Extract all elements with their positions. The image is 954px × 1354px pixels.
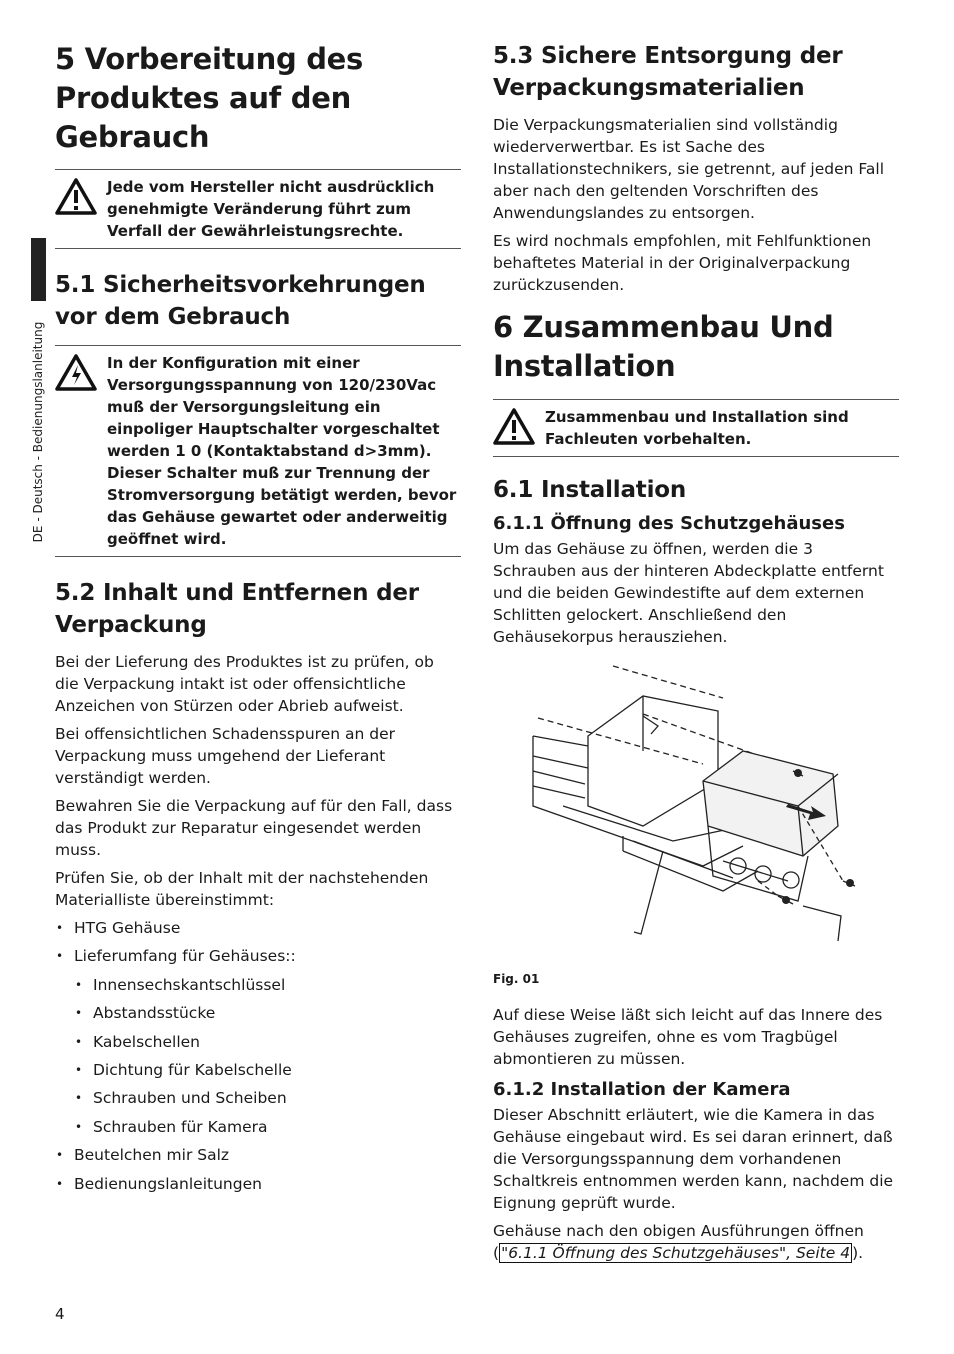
heading-5-1: 5.1 Sicherheitsvorkehrungen vor dem Gebrauch [55, 272, 426, 330]
list-item-sub: • Schrauben für Kamera [55, 1116, 461, 1138]
list-item: • Bedienungslanleitungen [55, 1173, 461, 1195]
heading-6-1-1: 6.1.1 Öffnung des Schutzgehäuses [493, 513, 845, 534]
paragraph-delivery-check: Bei der Lieferung des Produktes ist zu prüfen, ob die Verpackung intakt ist oder offensichtliche Anzeichen von Stürzen oder Abrieb aufweist. [55, 653, 434, 715]
figure-housing-opening [493, 656, 899, 966]
warning-text-electrical: In der Konfiguration mit einer Versorgungsspannung von 120/230Vac muß der Versorgungsleitung ein einpoliger Hauptschalter vorgeschaltet werden 1 0 (Kontaktabstand d>3mm). Dieser Schalter muß zur Trennung der Stromversorgung betätigt werden, bevor das Gehäuse gewartet oder anderweitig geöffnet wird. [107, 354, 457, 548]
contents-list [55, 917, 461, 1195]
heading-6-1-2: 6.1.2 Installation der Kamera [493, 1079, 791, 1100]
reference-suffix: ). [852, 1244, 864, 1262]
warning-text-installation: Zusammenbau und Installation sind Fachleuten vorbehalten. [545, 408, 849, 448]
heading-5-2: 5.2 Inhalt und Entfernen der Verpackung [55, 580, 419, 638]
list-item: • Lieferumfang für Gehäuses:: [55, 945, 461, 967]
warning-box-installation [493, 399, 899, 457]
warning-box-warranty [55, 169, 461, 249]
heading-chapter-6: 6 Zusammenbau Und Installation [493, 310, 834, 383]
paragraph-check-contents: Prüfen Sie, ob der Inhalt mit der nachstehenden Materialliste übereinstimmt: [55, 869, 429, 909]
heading-chapter-5: 5 Vorbereitung des Produktes auf den Gebrauch [55, 42, 363, 154]
list-item-sub: • Dichtung für Kabelschelle [55, 1059, 461, 1081]
paragraph-access-interior: Auf diese Weise läßt sich leicht auf das Innere des Gehäuses zugreifen, ohne es vom Tragbügel abmontieren zu müssen. [493, 1006, 883, 1068]
heading-6-1: 6.1 Installation [493, 477, 687, 503]
list-item-sub: • Schrauben und Scheiben [55, 1087, 461, 1109]
warning-triangle-icon [55, 176, 107, 242]
warning-triangle-icon [493, 406, 545, 450]
cross-reference-link[interactable]: "6.1.1 Öffnung des Schutzgehäuses", Seite 4 [501, 1244, 851, 1262]
sidebar-language-label: DE - Deutsch - Bedienungslanleitung [31, 321, 45, 543]
warning-box-electrical [55, 345, 461, 557]
heading-5-3: 5.3 Sichere Entsorgung der Verpackungsmaterialien [493, 43, 843, 101]
list-item: • HTG Gehäuse [55, 917, 461, 939]
paragraph-damage-notice: Bei offensichtlichen Schadensspuren an der Verpackung muss umgehend der Lieferant verständigt werden. [55, 725, 395, 787]
right-column [493, 40, 899, 1264]
list-item-sub: • Kabelschellen [55, 1031, 461, 1053]
paragraph-open-housing: Um das Gehäuse zu öffnen, werden die 3 Schrauben aus der hinteren Abdeckplatte entfernt und die beiden Gewindestifte auf dem externen Schlitten gelockert. Anschließend den Gehäusekorpus herausziehen. [493, 540, 884, 646]
housing-illustration [493, 656, 899, 966]
paragraph-camera-install: Dieser Abschnitt erläutert, wie die Kamera in das Gehäuse eingebaut wird. Es sei daran erinnert, daß die Versorgungsspannung dem vorhandenen Schaltkreis entnommen werden kann, nachdem die Eignung geprüft wurde. [493, 1106, 894, 1212]
left-column [55, 40, 461, 1201]
sidebar-tab-marker [31, 238, 46, 301]
paragraph-recycling: Die Verpackungsmaterialien sind vollständig wiederverwertbar. Es ist Sache des Installationstechnikers, sie getrennt, auf jeden Fall aber nach den geltenden Vorschriften des Anwendungslandes zu entsorgen. [493, 116, 884, 222]
warning-text-warranty: Jede vom Hersteller nicht ausdrücklich genehmigte Veränderung führt zum Verfall der Gewährleistungsrechte. [107, 178, 435, 240]
list-item: • Beutelchen mir Salz [55, 1144, 461, 1166]
electric-hazard-icon [55, 352, 107, 550]
list-item-sub: • Abstandsstücke [55, 1002, 461, 1024]
reference-prefix: Gehäuse nach den obigen Ausführungen öffnen ( [493, 1222, 864, 1262]
paragraph-keep-packaging: Bewahren Sie die Verpackung auf für den Fall, dass das Produkt zur Reparatur eingesendet werden muss. [55, 797, 453, 859]
paragraph-return-faulty: Es wird nochmals empfohlen, mit Fehlfunktionen behaftetes Material in der Originalverpackung zurückzusenden. [493, 232, 872, 294]
paragraph-open-reference [493, 1220, 899, 1264]
page-number: 4 [55, 1305, 65, 1323]
figure-caption: Fig. 01 [493, 972, 540, 986]
list-item-sub: • Innensechskantschlüssel [55, 974, 461, 996]
